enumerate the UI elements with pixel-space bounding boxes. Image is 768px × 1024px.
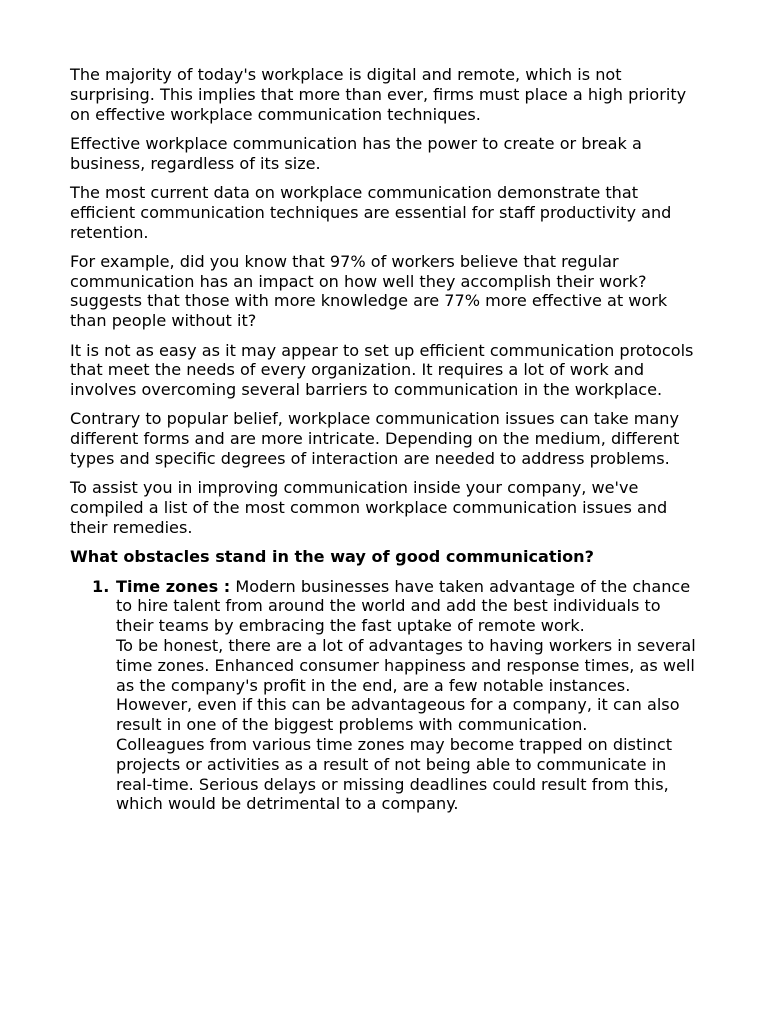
paragraph-belief: Contrary to popular belief, workplace communication issues can take many different forms and are more intricate. Depending on the medium, different types and specific degrees of interaction are needed to address problems. [70, 409, 680, 469]
paragraph-intro: The majority of today's workplace is digital and remote, which is not surprising. This implies that more than ever, firms must place a high priority on effective workplace communication techniques. [70, 65, 687, 124]
list-item-title: Time zones : [116, 576, 231, 596]
paragraph-data: The most current data on workplace communication demonstrate that efficient communication techniques are essential for staff productivity and retention. [70, 182, 672, 242]
list-item-lead: Modern businesses have taken advantage of the chance to hire talent from around the world and add the best individuals to their teams by embracing the fast uptake of remote work. [116, 576, 691, 636]
list-item-number: 1. [92, 576, 110, 596]
list-item-line: However, even if this can be advantageous for a company, it can also result in one of the biggest problems with communication. [116, 695, 680, 735]
paragraph-power: Effective workplace communication has the power to create or break a business, regardless of its size. [70, 133, 642, 173]
section-heading: What obstacles stand in the way of good communication? [70, 547, 594, 567]
paragraph-example: For example, did you know that 97% of workers believe that regular communication has an impact on how well they accomplish their work? suggests that those with more knowledge are 77% more effective at work than people without it? [70, 251, 668, 331]
paragraph-protocols: It is not as easy as it may appear to set up efficient communication protocols that meet the needs of every organization. It requires a lot of work and involves overcoming several barriers to communication in the workplace. [70, 340, 694, 400]
obstacles-list [70, 577, 700, 815]
list-item [70, 577, 700, 815]
paragraph-assist: To assist you in improving communication inside your company, we've compiled a list of the most common workplace communication issues and their remedies. [70, 478, 668, 537]
list-item-line: Colleagues from various time zones may become trapped on distinct projects or activities as a result of not being able to communicate in real-time. Serious delays or missing deadlines could result from this, which would be detrimental to a company. [116, 734, 673, 814]
list-item-line: To be honest, there are a lot of advantages to having workers in several time zones. Enhanced consumer happiness and response times, as well as the company's profit in the end, are a few notable instances. [116, 635, 696, 695]
document-page [70, 65, 700, 814]
